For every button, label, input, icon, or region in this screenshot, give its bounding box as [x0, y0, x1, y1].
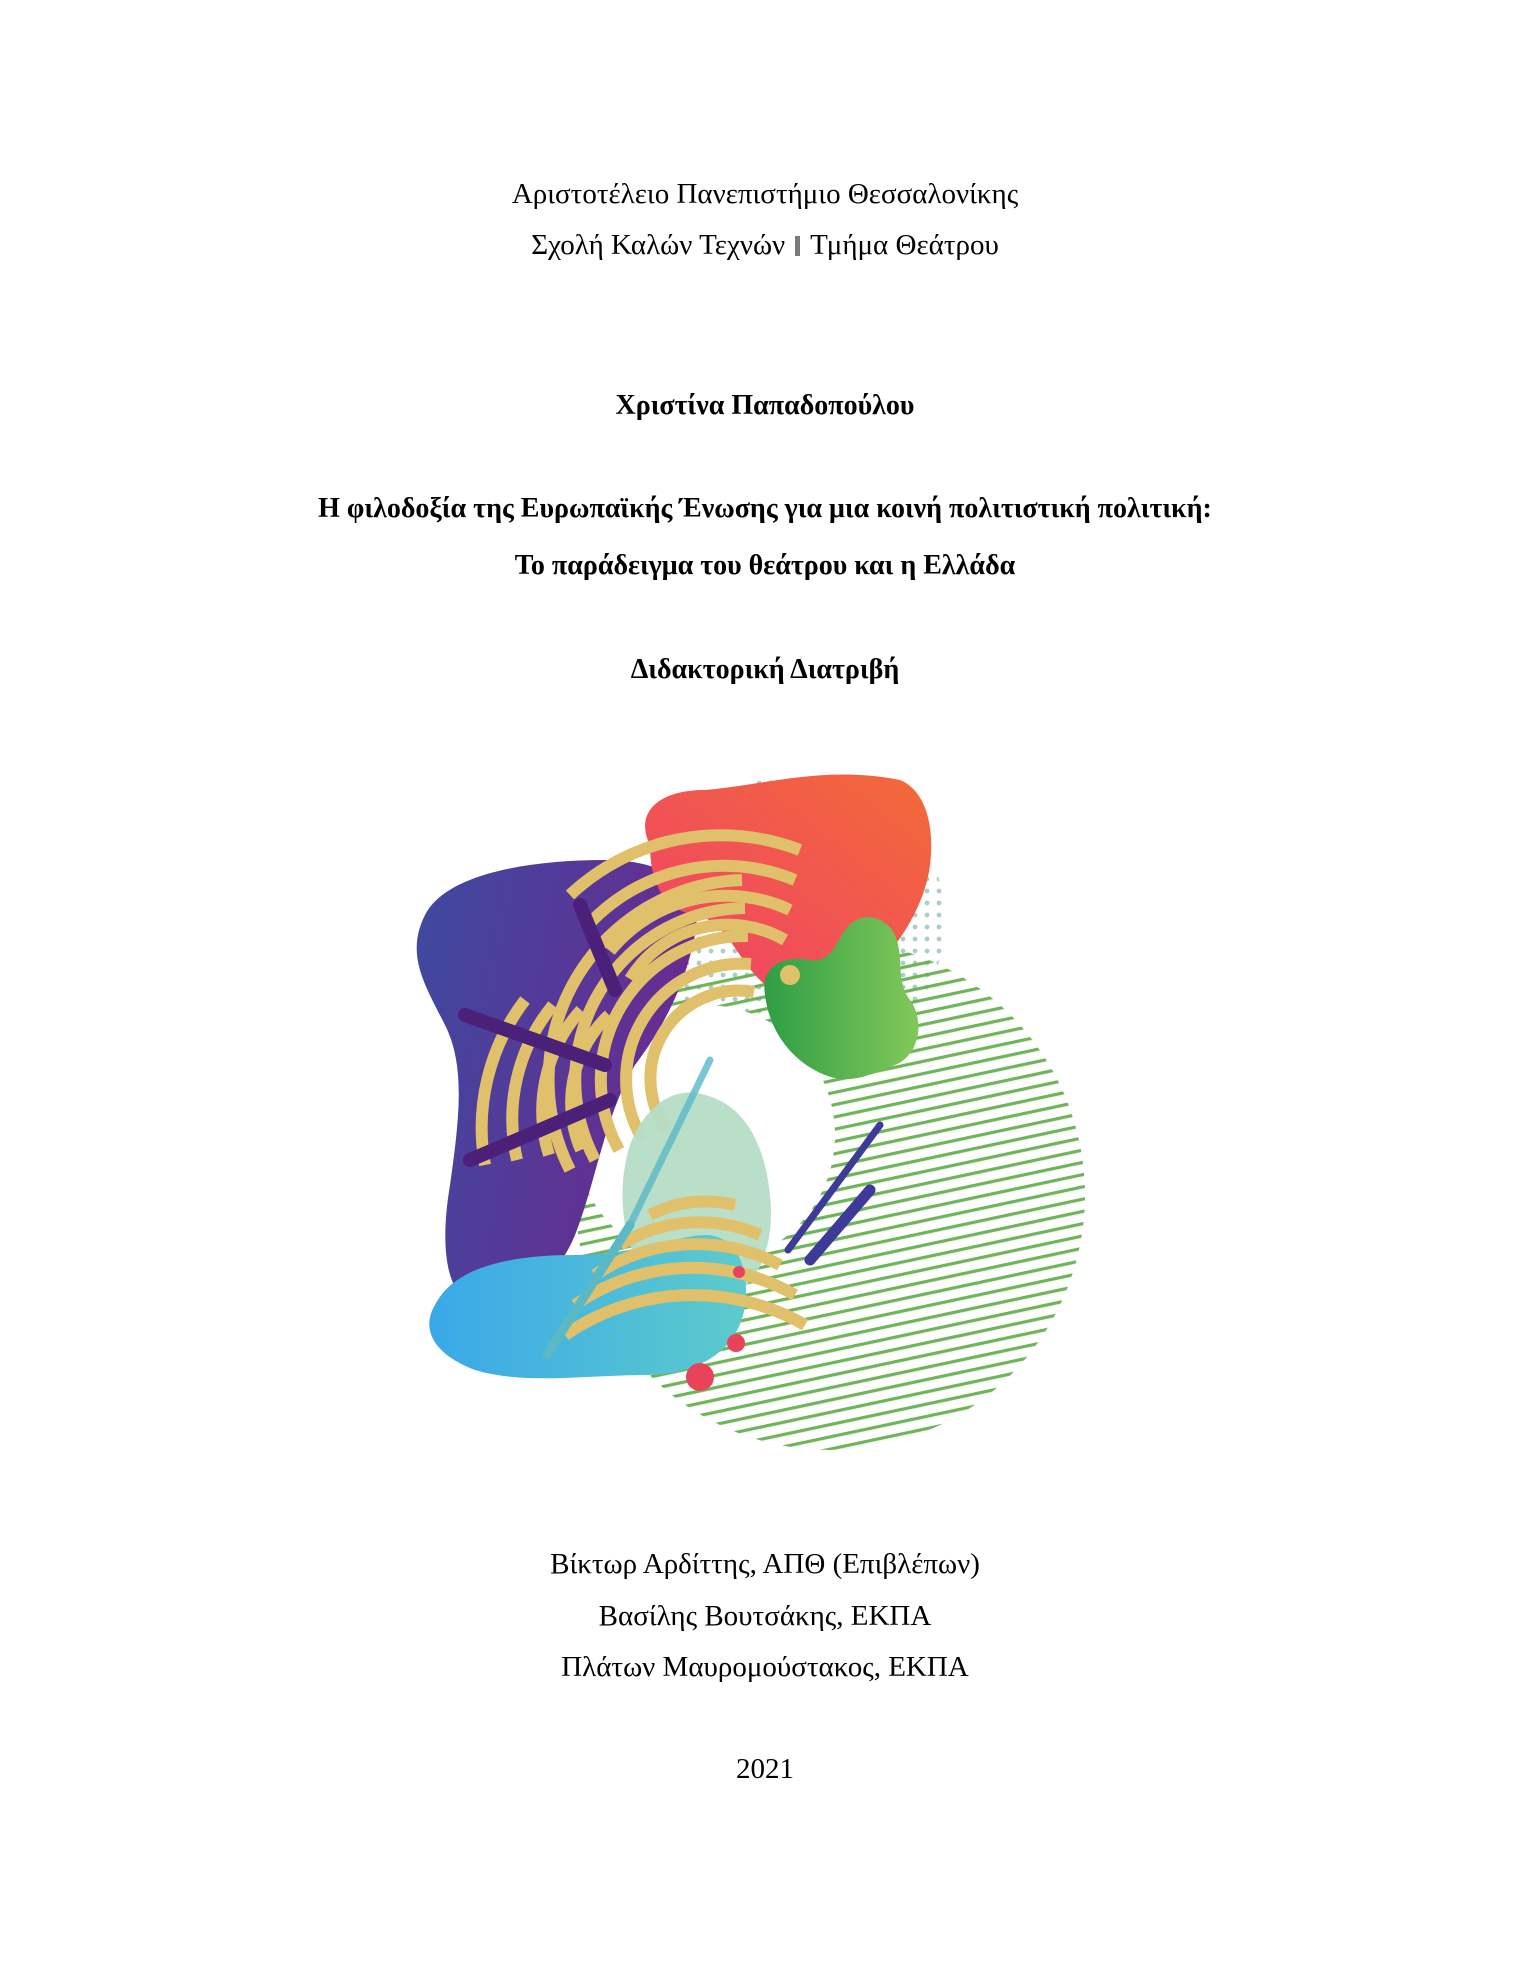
committee-member-2: Βασίλης Βουτσάκης, ΕΚΠΑ: [598, 1600, 932, 1632]
separator-bar: [795, 236, 800, 256]
department-name: Τμήμα Θεάτρου: [810, 229, 999, 261]
university-name: Αριστοτέλειο Πανεπιστήμιο Θεσσαλονίκης: [511, 178, 1019, 210]
author-name: Χριστίνα Παπαδοπούλου: [615, 390, 915, 421]
thesis-title-line-1: Η φιλοδοξία της Ευρωπαϊκής Ένωσης για μια κοινή πολιτιστική πολιτική:: [318, 493, 1212, 524]
faculty-line: [0, 229, 1530, 262]
committee-member-3: Πλάτων Μαυρομούστακος, ΕΚΠΑ: [561, 1651, 969, 1683]
cover-illustration-icon: [405, 765, 1125, 1465]
publication-year: 2021: [736, 1753, 794, 1785]
school-name: Σχολή Καλών Τεχνών: [531, 229, 786, 261]
thesis-type: Διδακτορική Διατριβή: [630, 654, 900, 685]
committee-member-1: Βίκτωρ Αρδίττης, ΑΠΘ (Επιβλέπων): [550, 1548, 980, 1580]
thesis-title-line-2: Το παράδειγμα του θεάτρου και η Ελλάδα: [514, 550, 1016, 581]
